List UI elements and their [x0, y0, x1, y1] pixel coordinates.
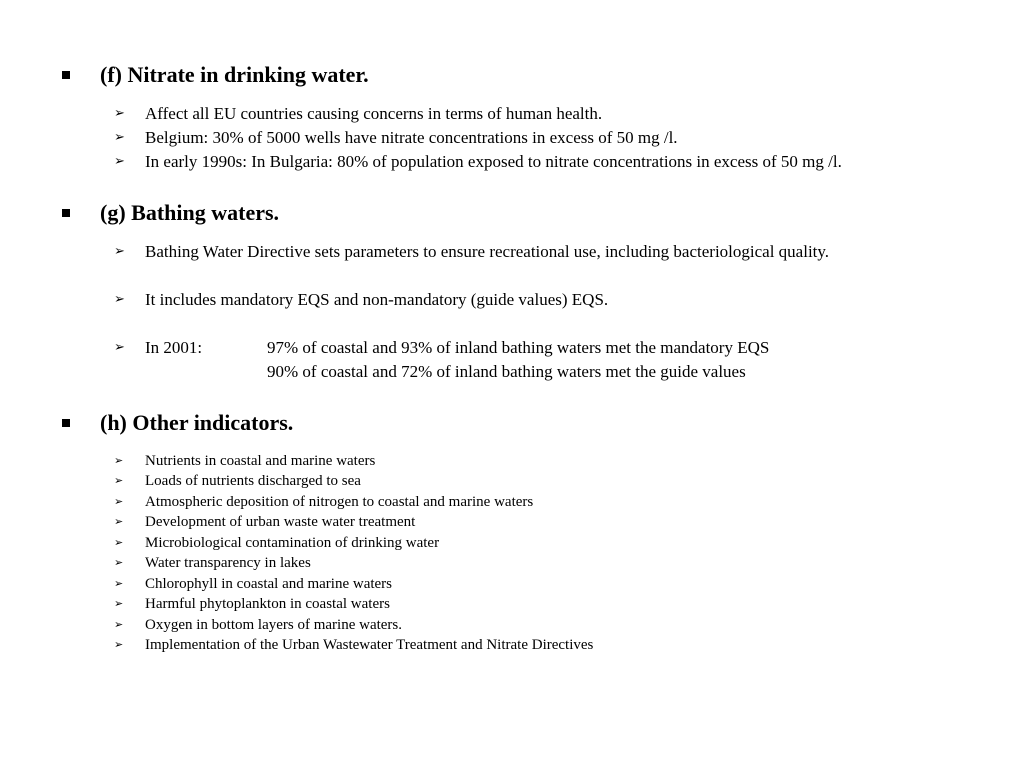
arrow-bullet-icon: ➢ — [114, 130, 125, 145]
arrow-bullet-icon: ➢ — [114, 154, 125, 169]
square-bullet-icon — [62, 419, 70, 427]
year-line-guide: 90% of coastal and 72% of inland bathing waters met the guide values — [267, 362, 746, 381]
year-line-mandatory: 97% of coastal and 93% of inland bathing waters met the mandatory EQS — [267, 338, 770, 357]
slide: (f) Nitrate in drinking water. ➢ Affect all EU countries causing concerns in terms of human health. ➢ Belgium: 30% of 5000 wells have nitrate concentrations in excess of 50 mg /l. ➢ In early 1990s: In Bulgaria: 80% of population exposed to nitrate concentrations in excess of 50 mg /l. (g) Bathing waters. ➢ Bathing Water Directive sets parameters to ensure recreational use, including bacteriological quality. ➢ It includes mandatory EQS and non-mandatory (guide values) EQS. ➢ In 2001: 97% of coastal and 93% of inland bathing waters met the mandatory EQS 90% of coastal and 72% of inland bathing waters met the guide values (h) Other indicators. ➢ Nutrients in coastal and marine waters ➢ Loads of nutrients discharged to sea ➢ Atmospheric deposition of nitrogen to coastal and marine waters ➢ Development of urban waste water treatment ➢ Microbiological contamination of drinking water ➢ Water transparency in lakes ➢ Chlorophyll in coastal and marine waters ➢ Harmful phytoplankton in coastal waters ➢ Oxygen in bottom layers of marine waters. ➢ Implementation of the Urban Wastewater Treatment and Nitrate Directives — [0, 0, 1024, 768]
square-bullet-icon — [62, 209, 70, 217]
arrow-bullet-icon: ➢ — [114, 106, 125, 121]
arrow-bullet-icon: ➢ — [114, 597, 124, 610]
arrow-bullet-icon: ➢ — [114, 515, 124, 528]
arrow-bullet-icon: ➢ — [114, 244, 125, 259]
section-title-nitrate: (f) Nitrate in drinking water. — [100, 62, 369, 87]
arrow-bullet-icon: ➢ — [114, 577, 124, 590]
arrow-bullet-icon: ➢ — [114, 618, 124, 631]
arrow-bullet-icon: ➢ — [114, 340, 125, 355]
arrow-bullet-icon: ➢ — [114, 292, 125, 307]
arrow-bullet-icon: ➢ — [114, 536, 124, 549]
section-title-bathing-waters: (g) Bathing waters. — [100, 200, 280, 225]
arrow-bullet-icon: ➢ — [114, 474, 124, 487]
arrow-bullet-icon: ➢ — [114, 638, 124, 651]
arrow-bullet-icon: ➢ — [114, 556, 124, 569]
year-label: In 2001: — [145, 338, 203, 357]
arrow-bullet-icon: ➢ — [114, 495, 124, 508]
arrow-bullet-icon: ➢ — [114, 454, 124, 467]
section-title-other-indicators: (h) Other indicators. — [100, 410, 294, 435]
square-bullet-icon — [62, 71, 70, 79]
